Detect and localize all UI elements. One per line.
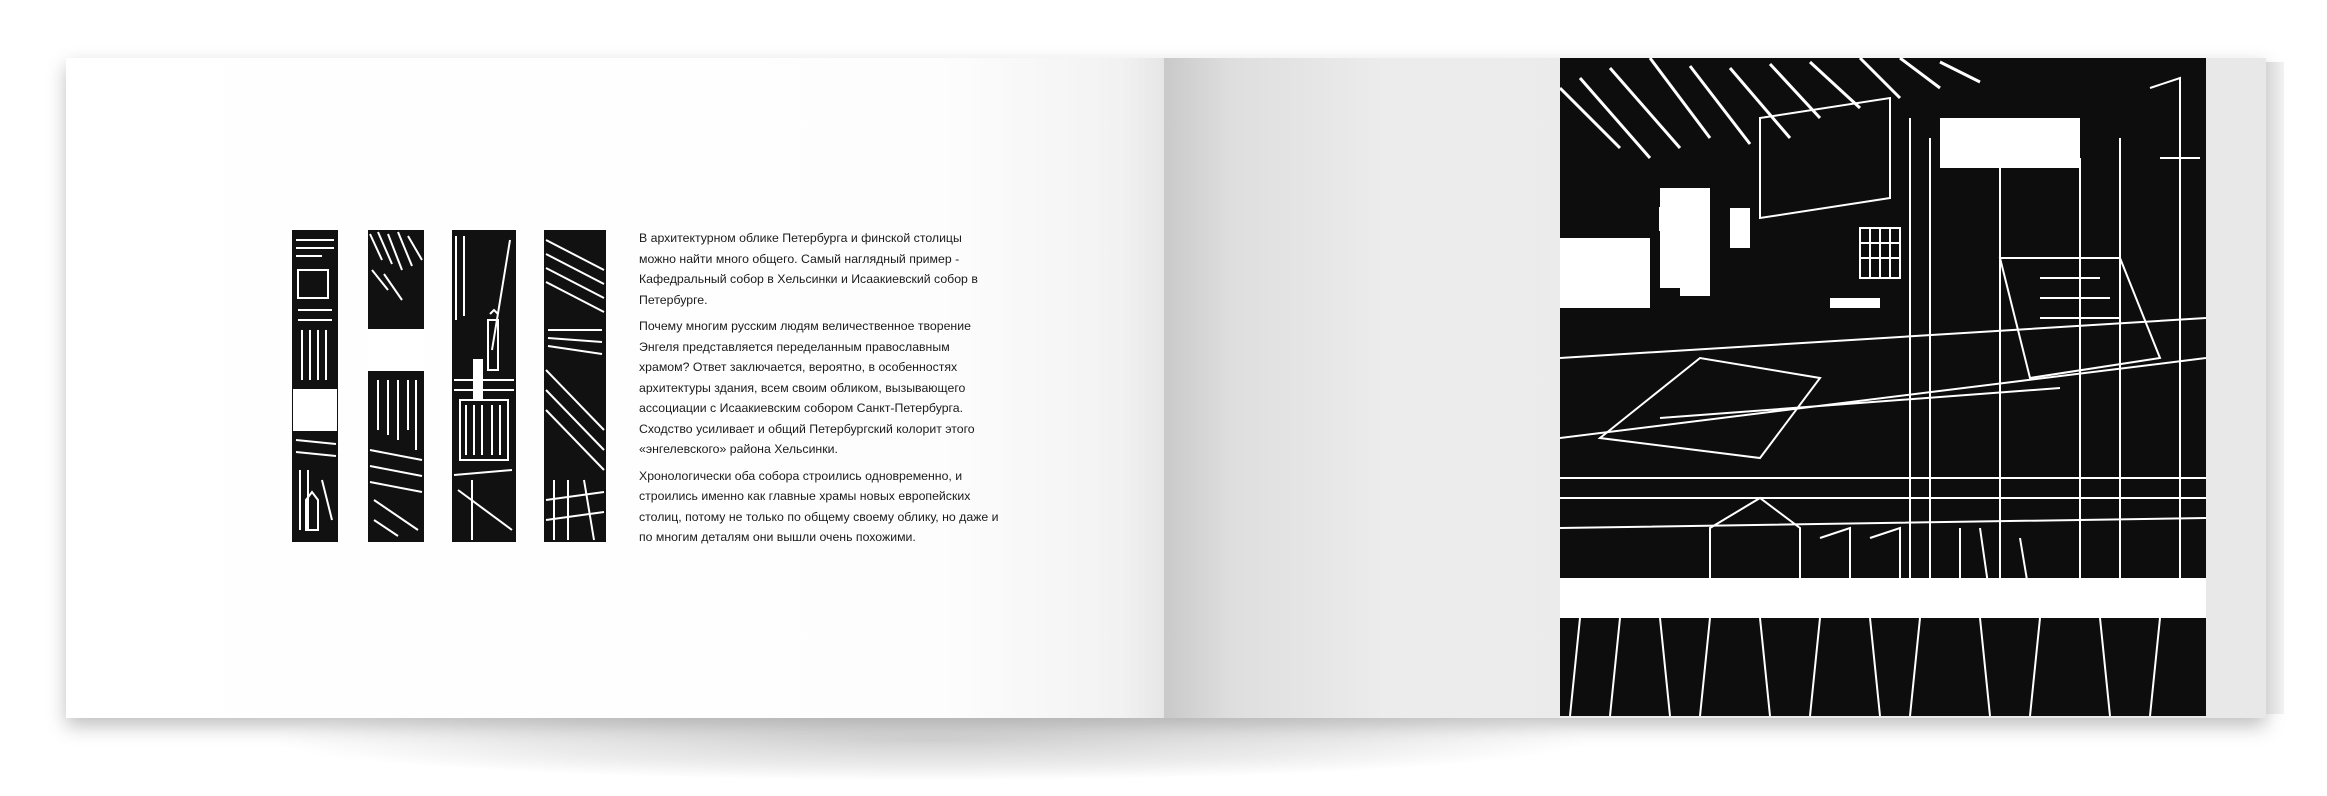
- paragraph: Хронологически оба собора строились одновременно, и строились именно как главные храмы новых европейских столиц, потому не только по общему своему облику, но даже и по многим деталям они вышли очень похожими.: [639, 468, 999, 544]
- print-strip-4: [544, 230, 606, 542]
- book-spread: [66, 58, 2266, 718]
- paragraph: Почему многим русским людям величественное творение Энгеля представляется переделанным православным храмом? Ответ заключается, вероятно, в особенностях архитектуры здания, всем своим обликом, вызывающего ассоциации с Исаакиевским собором Санкт-Петербурга. Сходство усиливает и общий Петербургский колорит этого «энгелевского» района Хельсинки.: [639, 319, 975, 456]
- left-page: [66, 58, 1164, 718]
- print-strip-2: [368, 230, 424, 542]
- linocut-cityscape-illustration: [1560, 58, 2206, 716]
- paragraph: В архитектурном облике Петербурга и финской столицы можно найти много общего. Самый наглядный пример - Кафедральный собор в Хельсинки и Исаакиевский собор в Петербурге.: [639, 231, 978, 307]
- page-edge: [2266, 62, 2284, 714]
- linocut-strips-illustration: [292, 230, 602, 542]
- print-strip-3: [452, 230, 516, 542]
- article-text: [639, 228, 999, 554]
- print-strip-1: [292, 230, 338, 542]
